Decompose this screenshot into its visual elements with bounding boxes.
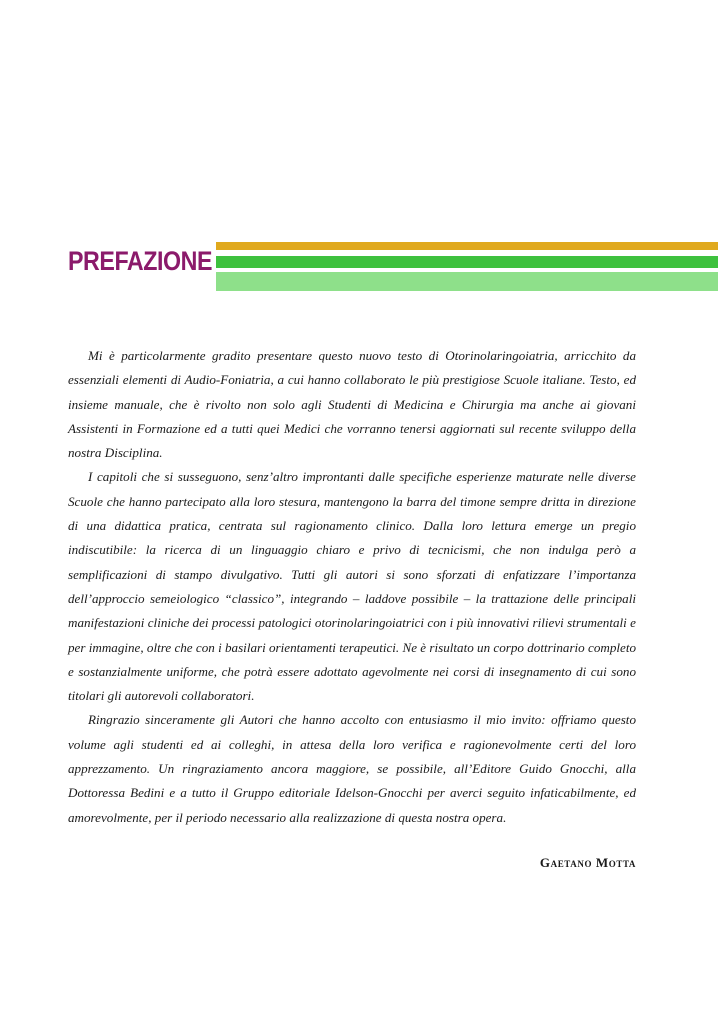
paragraph-1: Mi è particolarmente gradito presentare questo nuovo testo di Otorinolaringoiatria, arricchito da essenziali elementi di Audio-Foniatria, a cui hanno collaborato le più prestigiose Scuole italiane. Testo, ed insieme manuale, che è rivolto non solo agli Studenti di Medicina e Chirurgia ma anche ai giovani Assistenti in Formazione ed a tutti quei Medici che vorranno tenersi aggiornati sul recente sviluppo della nostra Disciplina. bbox=[68, 348, 636, 461]
page-title: PREFAZIONE bbox=[68, 246, 213, 276]
author-signature: Gaetano Motta bbox=[539, 855, 636, 870]
decorative-bar-bottom bbox=[216, 272, 718, 291]
decorative-bar-top bbox=[216, 242, 718, 250]
paragraph-2: I capitoli che si susseguono, senz’altro improntanti dalle specifiche esperienze maturate nelle diverse Scuole che hanno partecipato alla loro stesura, mantengono la barra del timone sempre dritta in direzione di una didattica pratica, centrata sul ragionamento clinico. Dalla loro lettura emerge un pregio indiscutibile: la ricerca di un linguaggio chiaro e privo di tecnicismi, che non indulga però a semplificazioni di stampo divulgativo. Tutti gli autori si sono sforzati di enfatizzare l’importanza dell’approccio semeiologico “classico”, integrando – laddove possibile – la trattazione delle principali manifestazioni cliniche dei processi patologici otorinolaringoiatrici con i più innovativi rilievi strumentali e per immagine, oltre che con i basilari orientamenti terapeutici. Ne è risultato un corpo dottrinario completo e sostanzialmente uniforme, che potrà essere adottato agevolmente nei corsi di insegnamento di cui sono titolari gli autorevoli collaboratori. bbox=[68, 469, 636, 704]
decorative-bar-middle bbox=[216, 256, 718, 268]
preface-body bbox=[68, 344, 636, 830]
paragraph-3: Ringrazio sinceramente gli Autori che hanno accolto con entusiasmo il mio invito: offriamo questo volume agli studenti ed ai colleghi, in attesa della loro verifica e ragionevolmente certi del loro apprezzamento. Un ringraziamento ancora maggiore, se possibile, all’Editore Guido Gnocchi, alla Dottoressa Bedini e a tutto il Gruppo editoriale Idelson-Gnocchi per averci seguito infaticabilmente, ed amorevolmente, per il periodo necessario alla realizzazione di questa nostra opera. bbox=[68, 712, 636, 825]
